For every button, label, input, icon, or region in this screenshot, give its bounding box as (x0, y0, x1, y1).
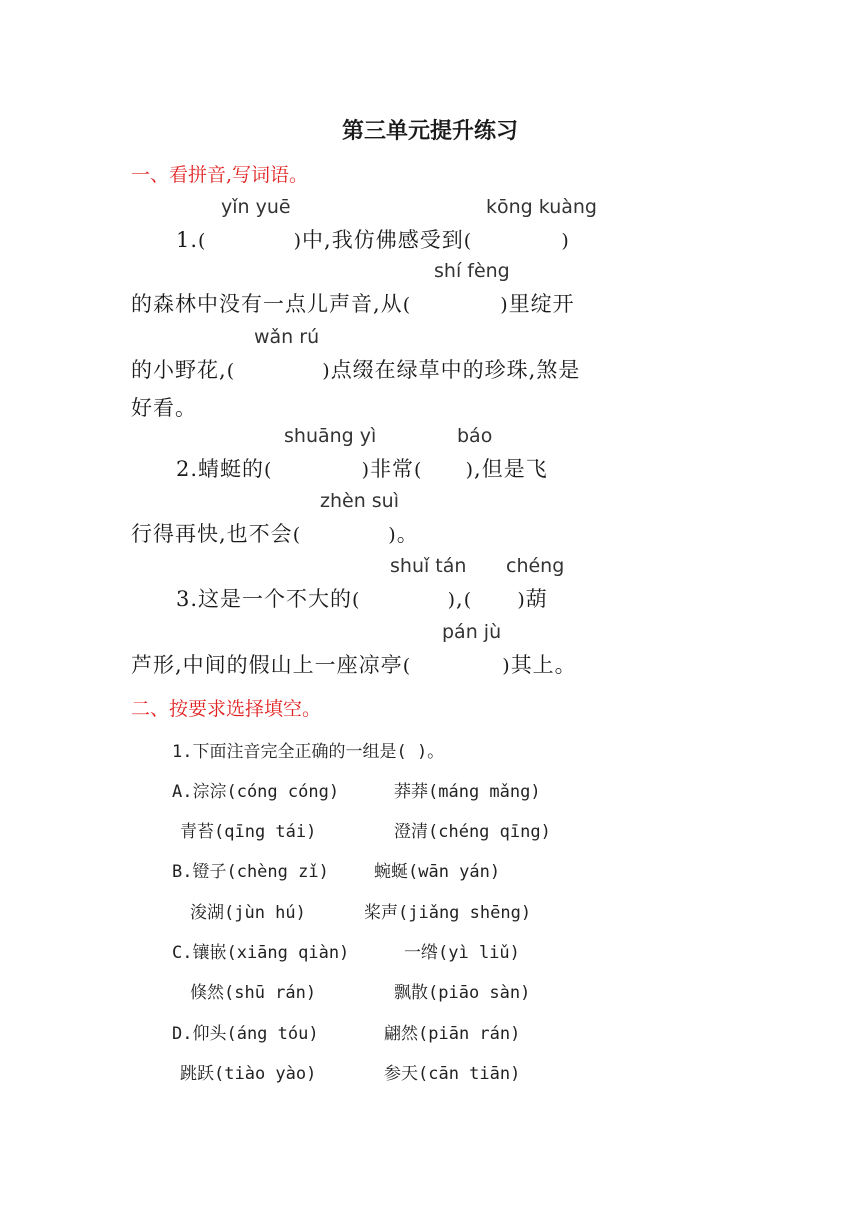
answer-blank-shuang-yi[interactable]: ( ) (264, 459, 371, 481)
pinyin-yin-yue: yǐn yuē (221, 196, 291, 218)
answer-blank-shi-feng[interactable]: ( ) (402, 294, 509, 316)
pinyin-shui-tan: shuǐ tán (390, 555, 467, 577)
q3-line1 (176, 583, 548, 613)
pinyin-bao: báo (457, 425, 493, 447)
pinyin-pan-ju: pán jù (442, 621, 502, 643)
pinyin-cheng: chéng (506, 555, 565, 577)
option-b-word-1[interactable]: B.镫子(chèng zǐ) (172, 862, 329, 882)
q1-line2 (131, 288, 575, 318)
answer-blank-zhen-sui[interactable]: ( ) (292, 524, 397, 546)
option-a-word-3[interactable]: 青苔(qīng tái) (180, 822, 317, 842)
answer-blank-wan-ru[interactable]: ( ) (226, 360, 331, 382)
answer-blank-shui-tan[interactable]: ( ) (352, 589, 457, 611)
section-heading-choice: 二、按要求选择填空。 (131, 698, 322, 720)
q2-text4: 行得再快,也不会 (131, 522, 293, 546)
option-d-word-2[interactable]: 翩然(piān rán) (384, 1024, 521, 1044)
q2-line2 (131, 518, 419, 548)
q3-text2: , (456, 587, 464, 611)
choice-question-1: 1.下面注音完全正确的一组是( )。 (172, 742, 445, 762)
option-c-word-3[interactable]: 倏然(shū rán) (190, 983, 317, 1003)
answer-blank-cheng[interactable]: ( ) (463, 589, 526, 611)
q1-text3: 里绽开 (508, 292, 575, 316)
option-b-word-3[interactable]: 浚湖(jùn hú) (190, 903, 306, 923)
q3-line2 (131, 649, 577, 679)
pinyin-shuang-yi: shuāng yì (284, 425, 377, 447)
option-b-word-2[interactable]: 蜿蜒(wān yán) (374, 862, 501, 882)
option-c-word-4[interactable]: 飘散(piāo sàn) (394, 983, 531, 1003)
q1-line3 (131, 354, 580, 384)
q1-text4: 的小野花, (131, 358, 227, 382)
option-d-word-3[interactable]: 跳跃(tiào yào) (180, 1064, 317, 1084)
pinyin-wan-ru: wǎn rú (254, 326, 320, 348)
section-heading-pinyin: 一、看拼音,写词语。 (131, 164, 309, 186)
option-a-word-2[interactable]: 莽莽(máng mǎng) (394, 782, 541, 802)
q3-text4: 芦形,中间的假山上一座凉亭 (131, 653, 403, 677)
option-c-word-2[interactable]: 一绺(yì liǔ) (404, 943, 520, 963)
page-title: 第三单元提升练习 (341, 118, 518, 144)
q1-text1: 中,我仿佛感受到 (302, 228, 464, 252)
option-d-word-4[interactable]: 参天(cān tiān) (384, 1064, 521, 1084)
option-b-word-4[interactable]: 桨声(jiǎng shēng) (364, 903, 532, 923)
option-d-word-1[interactable]: D.仰头(áng tóu) (172, 1024, 319, 1044)
q1-text5: 点缀在绿草中的珍珠,煞是 (330, 358, 581, 382)
option-c-word-1[interactable]: C.镶嵌(xiāng qiàn) (172, 943, 350, 963)
q1-text2: 的森林中没有一点儿声音,从 (131, 292, 403, 316)
q2-line1 (176, 453, 548, 483)
answer-blank-kong-kuang[interactable]: ( ) (463, 230, 570, 252)
option-a-word-4[interactable]: 澄清(chéng qīng) (394, 822, 551, 842)
pinyin-kong-kuang: kōng kuàng (486, 196, 597, 218)
option-a-word-1[interactable]: A.淙淙(cóng cóng) (172, 782, 340, 802)
q3-number: 3. (176, 587, 199, 611)
q2-text1: 蜻蜓的 (198, 457, 265, 481)
q2-text5: 。 (396, 522, 419, 546)
q1-line1 (176, 224, 570, 254)
pinyin-zhen-sui: zhèn suì (320, 490, 400, 512)
q1-line4: 好看。 (131, 396, 197, 420)
pinyin-shi-feng: shí fèng (434, 260, 510, 282)
q3-text5: 其上。 (510, 653, 577, 677)
q2-number: 2. (176, 457, 199, 481)
answer-blank-yin-yue[interactable]: ( ) (198, 230, 303, 252)
q2-text2: 非常 (370, 457, 415, 481)
q2-text3: ,但是飞 (474, 457, 548, 481)
answer-blank-bao[interactable]: ( ) (414, 459, 475, 481)
q3-text3: 葫 (525, 587, 548, 611)
q3-text1: 这是一个不大的 (198, 587, 353, 611)
answer-blank-pan-ju[interactable]: ( ) (402, 655, 511, 677)
q1-number: 1. (176, 228, 199, 252)
